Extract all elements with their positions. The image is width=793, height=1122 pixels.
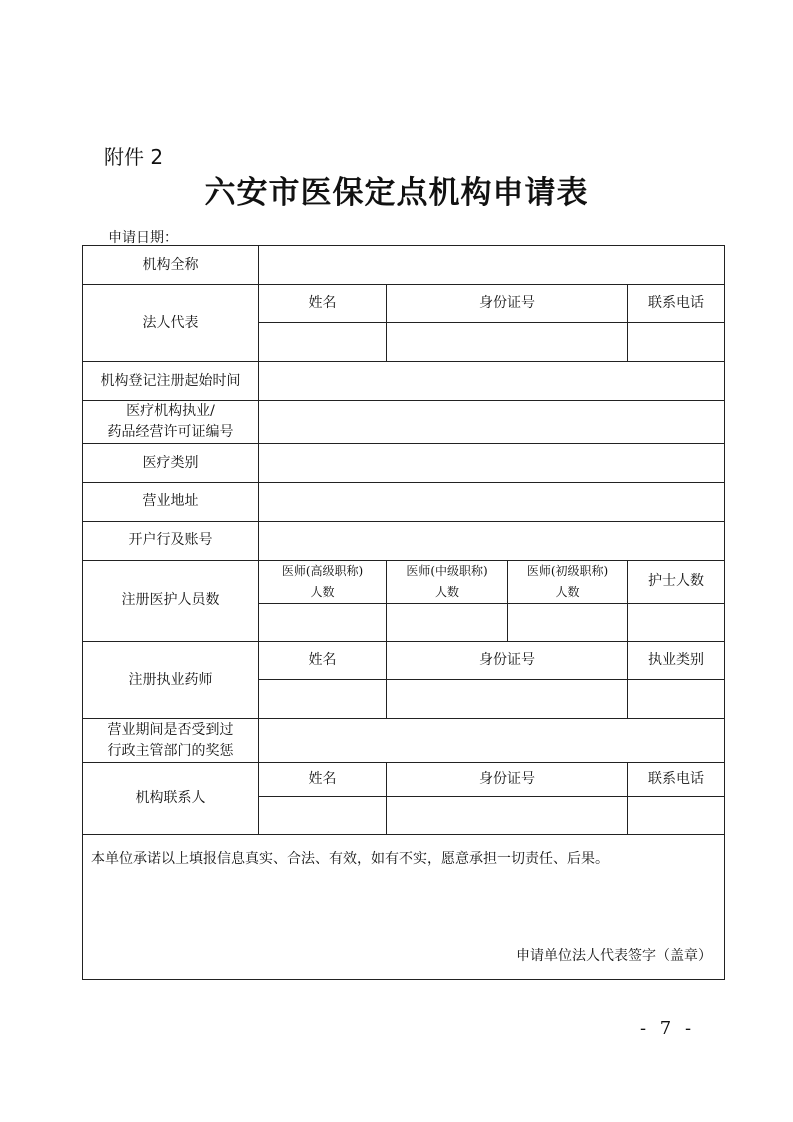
doc-middle-title: 医师(中级职称) bbox=[406, 563, 488, 578]
doc-senior-header bbox=[259, 560, 387, 603]
legal-rep-name-field[interactable] bbox=[259, 323, 387, 362]
doc-middle-count-label: 人数 bbox=[434, 584, 459, 599]
contact-name-header: 姓名 bbox=[259, 763, 387, 797]
nurse-count-field[interactable] bbox=[628, 603, 725, 641]
doc-junior-field[interactable] bbox=[508, 603, 628, 641]
reg-time-label: 机构登记注册起始时间 bbox=[83, 362, 259, 401]
page-title: 六安市医保定点机构申请表 bbox=[204, 175, 589, 211]
org-name-label: 机构全称 bbox=[83, 246, 259, 285]
contact-phone-field[interactable] bbox=[628, 797, 725, 835]
rewards-label-line2: 行政主管部门的奖惩 bbox=[107, 742, 234, 759]
medical-category-label: 医疗类别 bbox=[83, 444, 259, 482]
signature-label: 申请单位法人代表签字（盖章） bbox=[516, 948, 712, 964]
contact-person-label: 机构联系人 bbox=[83, 763, 259, 835]
application-form-table bbox=[82, 245, 725, 980]
row-rewards bbox=[83, 719, 725, 763]
row-org-name bbox=[83, 246, 725, 285]
row-staff-header bbox=[83, 560, 725, 603]
pharmacist-label: 注册执业药师 bbox=[83, 641, 259, 718]
doc-senior-field[interactable] bbox=[259, 603, 387, 641]
legal-rep-phone-field[interactable] bbox=[628, 323, 725, 362]
row-pledge bbox=[83, 835, 725, 980]
legal-rep-id-header: 身份证号 bbox=[387, 285, 628, 323]
contact-name-field[interactable] bbox=[259, 797, 387, 835]
business-address-label: 营业地址 bbox=[83, 482, 259, 521]
row-pharmacist-header bbox=[83, 641, 725, 679]
doc-senior-count-label: 人数 bbox=[310, 584, 335, 599]
medical-category-field[interactable] bbox=[259, 444, 725, 482]
bank-account-field[interactable] bbox=[259, 521, 725, 560]
pharmacist-id-field[interactable] bbox=[387, 680, 628, 719]
doc-junior-title: 医师(初级职称) bbox=[526, 563, 609, 578]
rewards-label bbox=[83, 719, 259, 763]
bank-account-label: 开户行及账号 bbox=[83, 521, 259, 560]
pharmacist-name-field[interactable] bbox=[259, 680, 387, 719]
legal-rep-id-field[interactable] bbox=[387, 323, 628, 362]
rewards-label-line1: 营业期间是否受到过 bbox=[107, 721, 234, 738]
registered-staff-label: 注册医护人员数 bbox=[83, 560, 259, 641]
rewards-field[interactable] bbox=[259, 719, 725, 763]
license-label bbox=[83, 401, 259, 444]
pharmacist-name-header: 姓名 bbox=[259, 641, 387, 679]
row-bank-account bbox=[83, 521, 725, 560]
contact-id-header: 身份证号 bbox=[387, 763, 628, 797]
pharmacist-type-field[interactable] bbox=[628, 680, 725, 719]
legal-rep-label: 法人代表 bbox=[83, 285, 259, 362]
org-name-field[interactable] bbox=[259, 246, 725, 285]
license-label-line2: 药品经营许可证编号 bbox=[107, 424, 234, 441]
attachment-label: 附件 2 bbox=[104, 145, 164, 169]
nurse-count-header: 护士人数 bbox=[628, 560, 725, 603]
row-medical-category bbox=[83, 444, 725, 482]
license-label-line1: 医疗机构执业/ bbox=[126, 403, 215, 420]
contact-id-field[interactable] bbox=[387, 797, 628, 835]
business-address-field[interactable] bbox=[259, 482, 725, 521]
doc-junior-header bbox=[508, 560, 628, 603]
doc-middle-field[interactable] bbox=[387, 603, 508, 641]
contact-phone-header: 联系电话 bbox=[628, 763, 725, 797]
legal-rep-name-header: 姓名 bbox=[259, 285, 387, 323]
page-number: - 7 - bbox=[640, 1018, 696, 1039]
doc-senior-title: 医师(高级职称) bbox=[281, 563, 364, 578]
row-legal-rep-header bbox=[83, 285, 725, 323]
row-contact-header bbox=[83, 763, 725, 797]
doc-junior-count-label: 人数 bbox=[555, 584, 580, 599]
doc-middle-header bbox=[387, 560, 508, 603]
row-reg-time bbox=[83, 362, 725, 401]
license-field[interactable] bbox=[259, 401, 725, 444]
legal-rep-phone-header: 联系电话 bbox=[628, 285, 725, 323]
pledge-text: 本单位承诺以上填报信息真实、合法、有效，如有不实，愿意承担一切责任、后果。 bbox=[91, 851, 609, 868]
row-business-address bbox=[83, 482, 725, 521]
row-license bbox=[83, 401, 725, 444]
reg-time-field[interactable] bbox=[259, 362, 725, 401]
apply-date-label: 申请日期： bbox=[108, 230, 178, 246]
pharmacist-id-header: 身份证号 bbox=[387, 641, 628, 679]
pharmacist-type-header: 执业类别 bbox=[628, 641, 725, 679]
pledge-cell bbox=[83, 835, 725, 980]
